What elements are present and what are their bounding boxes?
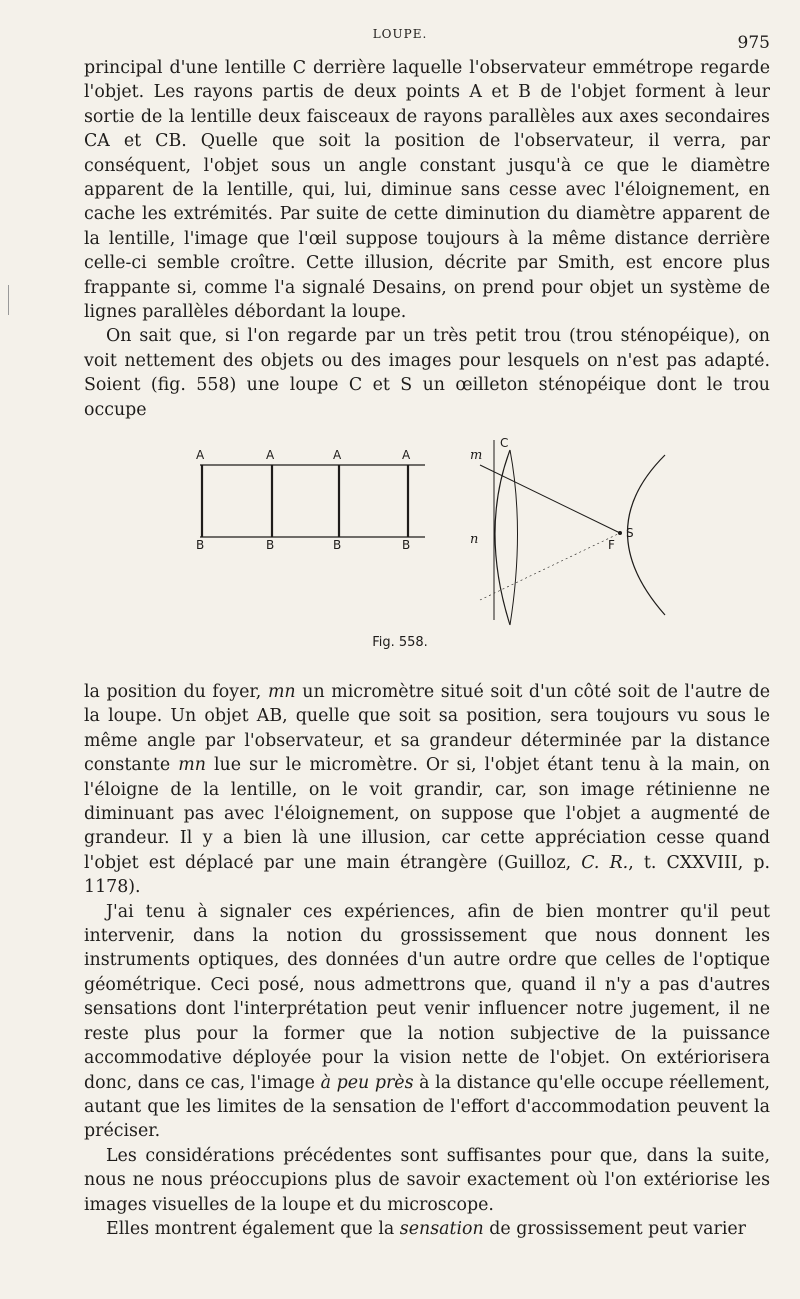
figure-558 xyxy=(180,430,700,645)
lens-right-surface xyxy=(510,450,518,625)
text-run: , t. CXXVIII, p. 1178). xyxy=(84,852,770,898)
label-s: S xyxy=(626,526,634,540)
italic-run: mn xyxy=(267,682,296,702)
figure-diagram xyxy=(180,430,700,645)
italic-run: sensation xyxy=(399,1218,484,1239)
margin-mark xyxy=(8,285,9,315)
label-a1: A xyxy=(196,448,205,462)
label-b2: B xyxy=(266,538,275,552)
text-run: Les considérations précédentes sont suffisantes pour que, dans la suite, nous ne nous préoccupions plus de savoir exactement où l'on extériorise les images visuelles de la loupe et du microscope. xyxy=(84,1145,770,1215)
page-number: 975 xyxy=(737,33,770,53)
paragraph: On sait que, si l'on regarde par un très petit trou (trou sténopéique), on voit nettement des objets ou des images pour lesquels on n'est pas adapté. Soient (fig. 558) une loupe C et S un œilleton sténopéique dont le trou occupe xyxy=(84,326,770,420)
label-f: F xyxy=(608,538,615,552)
label-m: m xyxy=(470,448,483,463)
italic-run: à peu près xyxy=(320,1072,414,1093)
paragraph xyxy=(84,1144,770,1217)
paragraph: principal d'une lentille C derrière laquelle l'observateur emmétrope regarde l'objet. Les rayons partis de deux points A et B de l'objet forment à leur sortie de la lentille deux faisceaux de rayons parallèles aux axes secondaires CA et CB. Quelle que soit la position de l'observateur, il verra, par conséquent, l'objet sous un angle constant jusqu'à ce que le diamètre apparent de la lentille, qui, lui, diminue sans cesse avec l'éloignement, en cache les extrémités. Par suite de cette diminution du diamètre apparent de la lentille, l'image que l'œil suppose toujours à la même distance derrière celle-ci semble croître. Cette illusion, décrite par Smith, est encore plus frappante si, comme l'a signalé Desains, on prend pour objet un système de lignes parallèles débordant la loupe. xyxy=(84,58,770,323)
label-a3: A xyxy=(333,448,342,462)
text-run: J'ai tenu à signaler ces expériences, afin de bien montrer qu'il peut intervenir, dans la notion du grossissement que nous donnent les instruments optiques, des données d'un autre ordre que celles de l'optique géométrique. Ceci posé, nous admettrons que, quand il n'y a pas d'autres sensations dont l'interprétation peut venir influencer notre jugement, il ne reste plus pour la former que la notion subjective de la puissance accommodative déployée pour la vision nette de l'objet. On extériorisera donc, dans ce cas, l'image xyxy=(84,901,770,1093)
stenopeic-hole xyxy=(618,531,622,535)
text-block-bottom xyxy=(84,680,770,1241)
label-c: C xyxy=(500,436,509,450)
figure-caption: Fig. 558. xyxy=(372,635,428,650)
text-block-top xyxy=(84,56,770,422)
label-b1: B xyxy=(196,538,205,552)
italic-run: mn xyxy=(178,755,206,776)
text-run: à la distance qu'elle occupe réellement, autant que les limites de la sensation de l'effort d'accommodation peuvent la préciser. xyxy=(84,1072,770,1142)
italic-run: C. R. xyxy=(581,852,629,873)
text-run: de grossissement peut varier xyxy=(483,1218,746,1239)
paragraph xyxy=(84,1217,770,1241)
paragraph xyxy=(84,680,770,900)
paragraph xyxy=(84,900,770,1144)
label-a4: A xyxy=(402,448,411,462)
label-b4: B xyxy=(402,538,411,552)
text-run: la position du foyer, xyxy=(84,682,268,702)
running-title: LOUPE. xyxy=(372,27,428,41)
text-run: lue sur le micromètre. Or si, l'objet étant tenu à la main, on l'éloigne de la lentille, on le voit grandir, car, son image rétinienne ne diminuant pas avec l'éloignement, on suppose que l'objet a augmenté de grandeur. Il y a bien là une illusion, car cette appréciation cesse quand l'objet est déplacé par une main étrangère (Guilloz, xyxy=(84,755,771,873)
label-a2: A xyxy=(266,448,275,462)
label-n: n xyxy=(470,532,479,547)
ray-upper xyxy=(480,465,620,533)
label-b3: B xyxy=(333,538,342,552)
text-run: Elles montrent également que la xyxy=(106,1218,400,1239)
text-run: un micromètre situé soit d'un côté soit de l'autre de la loupe. Un objet AB, quelle que soit sa position, sera toujours vu sous le même angle par l'observateur, et sa grandeur déterminée par la distance constante xyxy=(84,682,771,776)
